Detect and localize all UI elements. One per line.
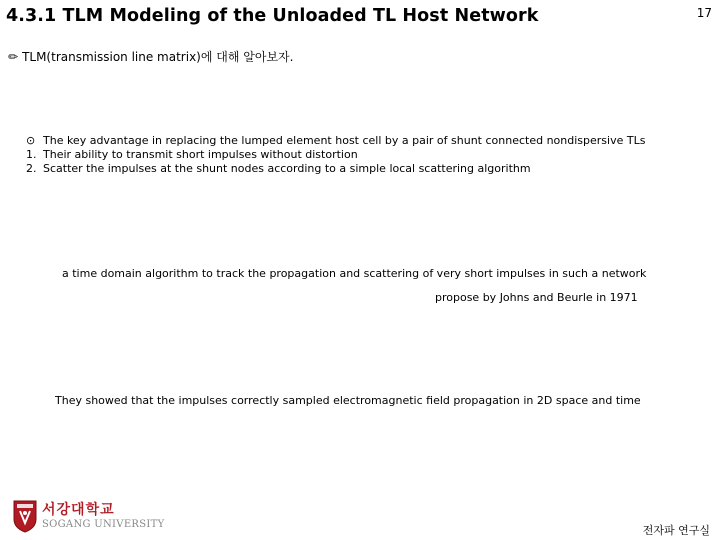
subtitle-text: TLM(transmission line matrix)에 대해 알아보자. [22,50,294,64]
advantage-item [26,148,645,162]
item-number: 2. [26,162,37,175]
pencil-icon: ✏ [8,50,19,64]
logo-korean-text: 서강대학교 [42,502,115,518]
tlm-definition: a time domain algorithm to track the propagation and scattering of very short impulses in such a network [62,267,647,280]
advantage-item-text: Scatter the impulses at the shunt nodes according to a simple local scattering algorithm [43,162,531,175]
advantages-block [26,134,646,176]
page-number: 17 [696,6,712,20]
advantage-item [26,162,645,176]
shield-emblem-icon [12,499,38,533]
tlm-origin: propose by Johns and Beurle in 1971 [435,291,638,304]
logo-english-text: SOGANG UNIVERSITY [42,519,165,530]
advantage-intro-text: The key advantage in replacing the lumped element host cell by a pair of shunt connected nondispersive TLs [43,134,646,147]
slide-title: 4.3.1 TLM Modeling of the Unloaded TL Host Network [6,6,539,26]
university-logo [12,499,165,535]
subtitle [8,48,293,65]
advantage-intro [26,134,646,148]
item-number: 1. [26,148,37,161]
bullet-marker: ⊙ [26,134,36,147]
tlm-result: They showed that the impulses correctly sampled electromagnetic field propagation in 2D space and time [55,394,641,407]
lab-name: 전자파 연구실 [642,524,710,537]
advantage-item-text: Their ability to transmit short impulses without distortion [43,148,358,161]
